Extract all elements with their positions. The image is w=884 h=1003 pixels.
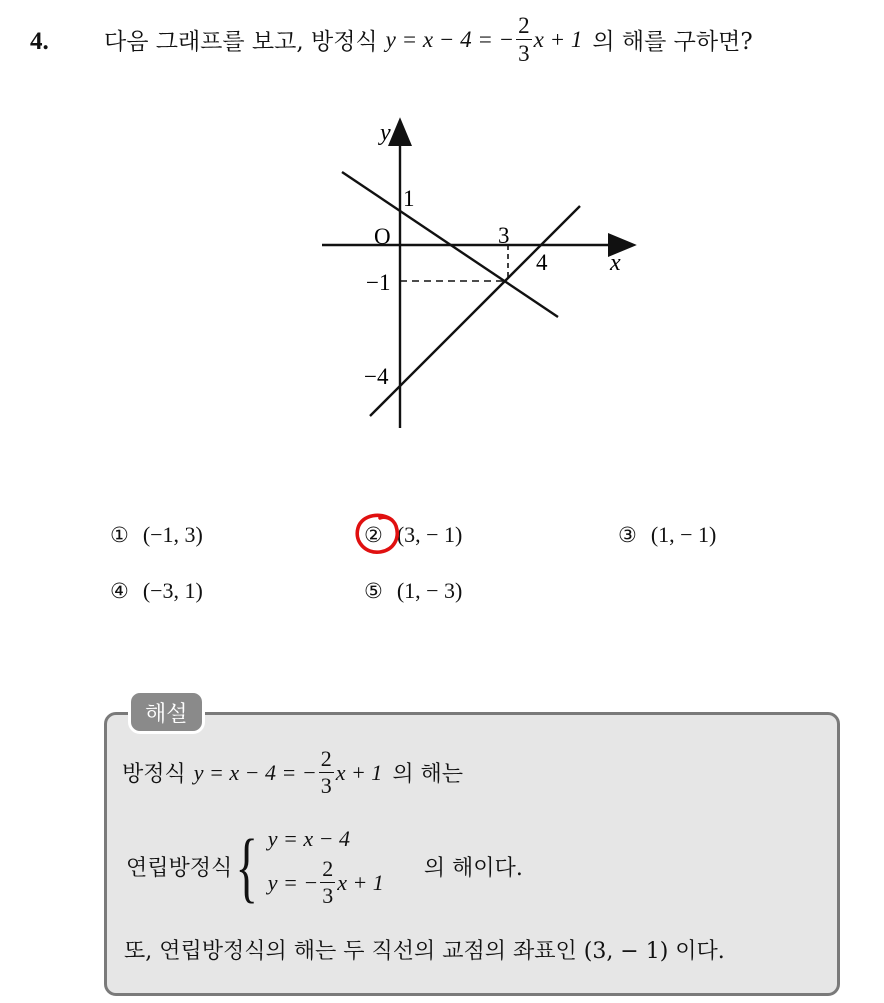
solution-line1-frac-num: 2 <box>320 746 332 771</box>
y-tick-neg4-label: −4 <box>364 364 389 389</box>
question-eq-rhs: x + 1 <box>533 26 583 52</box>
equation-system <box>268 826 384 907</box>
system-equation-2-lhs: y = − <box>267 869 319 895</box>
question-frac-den: 3 <box>518 41 530 66</box>
system-equation-2 <box>268 858 384 907</box>
choice-5[interactable] <box>364 578 462 604</box>
solution-line1-eq-lhs: y = x − 4 = − <box>193 759 317 785</box>
choice-1-marker: ① <box>110 523 129 547</box>
solution-line-1 <box>122 748 463 797</box>
question-number: 4. <box>30 28 49 55</box>
solution-line2-suffix: 의 해이다. <box>423 856 523 881</box>
question-text <box>104 14 753 65</box>
y-axis-label: y <box>380 120 391 146</box>
question-text-before: 다음 그래프를 보고, 방정식 <box>104 29 378 55</box>
choice-1-value: (−1, 3) <box>142 522 203 547</box>
question-frac-num: 2 <box>518 13 530 38</box>
choice-3-value: (1, − 1) <box>650 522 717 547</box>
question-text-after: 의 해를 구하면? <box>592 29 753 55</box>
choice-2-value: (3, − 1) <box>396 522 463 547</box>
choice-5-value: (1, − 3) <box>396 578 463 603</box>
solution-line1-prefix: 방정식 <box>122 762 186 787</box>
choice-5-marker: ⑤ <box>364 579 383 603</box>
choice-4-marker: ④ <box>110 579 129 603</box>
choice-3-marker: ③ <box>618 523 637 547</box>
system-equation-2-rhs: x + 1 <box>337 869 384 895</box>
system-equation-2-fraction <box>320 858 335 907</box>
choice-2-marker: ② <box>364 523 383 547</box>
system-brace: { <box>235 822 259 910</box>
y-intercept-1-label: 1 <box>403 186 415 211</box>
x-tick-3-label: 3 <box>498 223 510 248</box>
solution-line1-suffix: 의 해는 <box>392 762 464 787</box>
line-graph <box>310 110 650 440</box>
x-tick-4-label: 4 <box>536 250 548 275</box>
y-tick-neg1-label: −1 <box>366 270 391 295</box>
solution-line1-fraction <box>319 748 334 797</box>
question-eq-lhs: y = x − 4 = − <box>385 26 515 52</box>
solution-tag: 해설 <box>128 690 205 734</box>
x-axis-label: x <box>610 250 621 276</box>
system-eq2-frac-num: 2 <box>322 856 334 881</box>
solution-line1-eq-rhs: x + 1 <box>335 759 383 785</box>
choice-4[interactable] <box>110 578 203 604</box>
solution-line1-frac-den: 3 <box>320 773 332 798</box>
system-eq2-frac-den: 3 <box>322 883 334 908</box>
solution-line-3: 또, 연립방정식의 해는 두 직선의 교점의 좌표인 (3, − 1) 이다. <box>124 939 725 964</box>
choice-1[interactable] <box>110 522 203 548</box>
solution-line-2 <box>126 822 523 910</box>
system-equation-1: y = x − 4 <box>267 826 350 851</box>
solution-line2-prefix: 연립방정식 <box>126 856 233 881</box>
choice-4-value: (−3, 1) <box>142 578 203 603</box>
choice-3[interactable] <box>618 522 716 548</box>
origin-label: O <box>374 224 391 249</box>
answer-circle-mark <box>352 510 404 558</box>
question-fraction <box>516 14 532 65</box>
